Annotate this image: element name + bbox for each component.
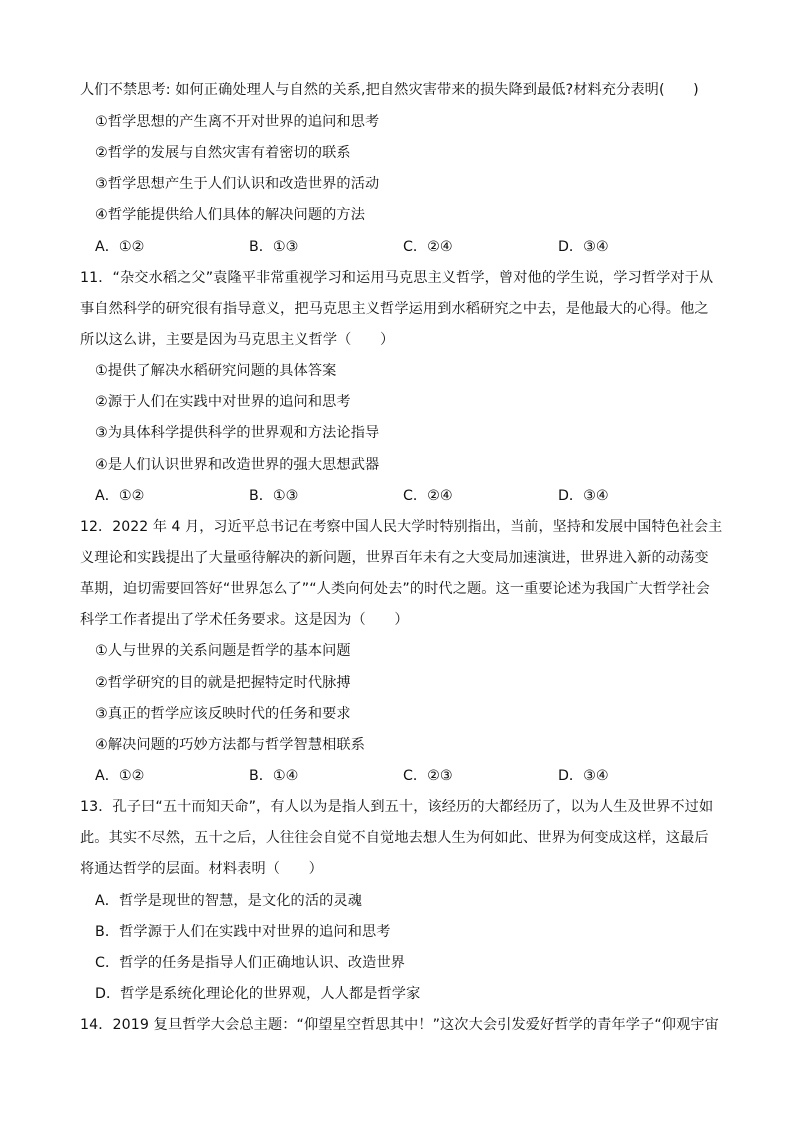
q10-choice-c: C．②④ <box>403 239 453 255</box>
q10-item-3: ③哲学思想产生于人们认识和改造世界的活动 <box>95 176 380 192</box>
q10-choice-a: A．①② <box>95 239 145 255</box>
q12-choice-a: A．①② <box>95 768 145 784</box>
q13-choice-d: D．哲学是系统化理论化的世界观，人人都是哲学家 <box>95 986 421 1002</box>
q10-choice-b: B．①③ <box>249 239 299 255</box>
q12-stem-line-4: 科学工作者提出了学术任务要求。这是因为（ ） <box>80 612 409 628</box>
q11-item-3: ③为具体科学提供科学的世界观和方法论指导 <box>95 425 380 441</box>
q12-item-1: ①人与世界的关系问题是哲学的基本问题 <box>95 643 351 659</box>
q11-stem-line-2: 事自然科学的研究很有指导意义，把马克思主义哲学运用到水稻研究之中去，是他最大的心得。他之 <box>80 301 709 317</box>
q11-choice-d: D．③④ <box>558 488 609 504</box>
q13-choice-c: C．哲学的任务是指导人们正确地认识、改造世界 <box>95 955 406 971</box>
q12-choice-c: C．②③ <box>403 768 453 784</box>
q11-stem-line-1: 11．“杂交水稻之父”袁隆平非常重视学习和运用马克思主义哲学，曾对他的学生说，学习哲学对于从 <box>80 270 714 286</box>
q10-choice-d: D．③④ <box>558 239 609 255</box>
q11-stem-line-3: 所以这么讲，主要是因为马克思主义哲学（ ） <box>80 332 395 348</box>
q13-stem-line-2: 此。其实不尽然，五十之后，人往往会自觉不自觉地去想人生为何如此、世界为何变成这样，这最后 <box>80 830 709 846</box>
q12-item-4: ④解决问题的巧妙方法都与哲学智慧相联系 <box>95 737 365 753</box>
q11-item-2: ②源于人们在实践中对世界的追问和思考 <box>95 394 351 410</box>
q10-item-4: ④哲学能提供给人们具体的解决问题的方法 <box>95 207 365 223</box>
q12-stem-line-3: 革期，迫切需要回答好“世界怎么了”“人类向何处去”的时代之题。这一重要论述为我国广大哲学社会 <box>80 581 710 597</box>
q10-item-2: ②哲学的发展与自然灾害有着密切的联系 <box>95 145 351 161</box>
q13-choice-a: A．哲学是现世的智慧，是文化的活的灵魂 <box>95 893 362 909</box>
q10-stem-tail: 人们不禁思考: 如何正确处理人与自然的关系,把自然灾害带来的损失降到最低?材料充分表明( ) <box>80 82 699 98</box>
q10-item-1: ①哲学思想的产生离不开对世界的追问和思考 <box>95 114 380 130</box>
q12-choice-d: D．③④ <box>558 768 609 784</box>
q14-stem-line-1: 14．2019 复旦哲学大会总主题：“仰望星空哲思其中！”这次大会引发爱好哲学的青年学子“仰观宇宙 <box>80 1017 719 1033</box>
q12-stem-line-1: 12．2022 年 4 月，习近平总书记在考察中国人民大学时特别指出，当前，坚持和发展中国特色社会主 <box>80 519 723 535</box>
q11-item-1: ①提供了解决水稻研究问题的具体答案 <box>95 363 337 379</box>
q11-choice-c: C．②④ <box>403 488 453 504</box>
q13-choice-b: B．哲学源于人们在实践中对世界的追问和思考 <box>95 924 391 940</box>
q12-stem-line-2: 义理论和实践提出了大量亟待解决的新问题，世界百年未有之大变局加速演进，世界进入新的动荡变 <box>80 550 709 566</box>
q11-item-4: ④是人们认识世界和改造世界的强大思想武器 <box>95 457 380 473</box>
q11-choice-b: B．①③ <box>249 488 299 504</box>
q13-stem-line-1: 13．孔子曰“五十而知天命”，有人以为是指人到五十，该经历的大都经历了，以为人生及世界不过如 <box>80 799 714 815</box>
q12-choice-b: B．①④ <box>249 768 299 784</box>
q12-item-3: ③真正的哲学应该反映时代的任务和要求 <box>95 706 351 722</box>
q11-choice-a: A．①② <box>95 488 145 504</box>
q12-item-2: ②哲学研究的目的就是把握特定时代脉搏 <box>95 675 351 691</box>
q13-stem-line-3: 将通达哲学的层面。材料表明（ ） <box>80 861 323 877</box>
